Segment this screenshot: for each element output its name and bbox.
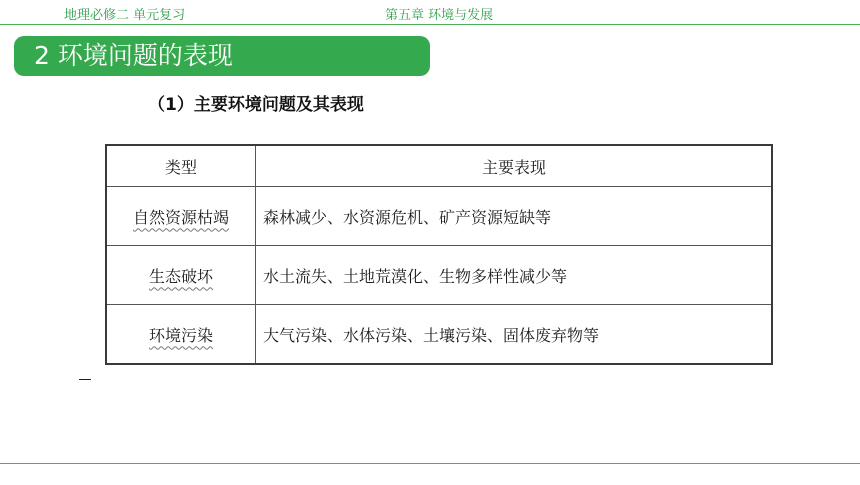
section-title: 2 环境问题的表现 [34, 41, 233, 70]
table-row [107, 305, 771, 363]
stray-dash-mark [79, 379, 91, 380]
table-cell-type [107, 305, 255, 363]
header-divider [0, 24, 860, 25]
table-cell-type [107, 187, 255, 245]
type-label: 生态破坏 [148, 266, 213, 286]
table-row [107, 187, 771, 246]
footer-divider [0, 463, 860, 464]
table-cell-desc: 大气污染、水体污染、土壤污染、固体废弃物等 [263, 325, 600, 345]
table-header-desc: 主要表现 [481, 157, 546, 177]
table-cell-desc: 森林减少、水资源危机、矿产资源短缺等 [263, 207, 552, 227]
table-cell-desc: 水土流失、土地荒漠化、生物多样性减少等 [263, 266, 568, 286]
header-chapter-label: 第五章 环境与发展 [385, 8, 494, 23]
table-row [107, 246, 771, 305]
table-cell-type [107, 246, 255, 304]
environment-issues-table [105, 144, 773, 365]
header-course-label: 地理必修二 单元复习 [64, 8, 186, 23]
table-header-row [107, 146, 771, 187]
table-header-type: 类型 [164, 157, 197, 177]
type-label: 环境污染 [148, 325, 213, 345]
section-subtitle: （1）主要环境问题及其表现 [148, 95, 364, 115]
type-label: 自然资源枯竭 [132, 207, 229, 227]
